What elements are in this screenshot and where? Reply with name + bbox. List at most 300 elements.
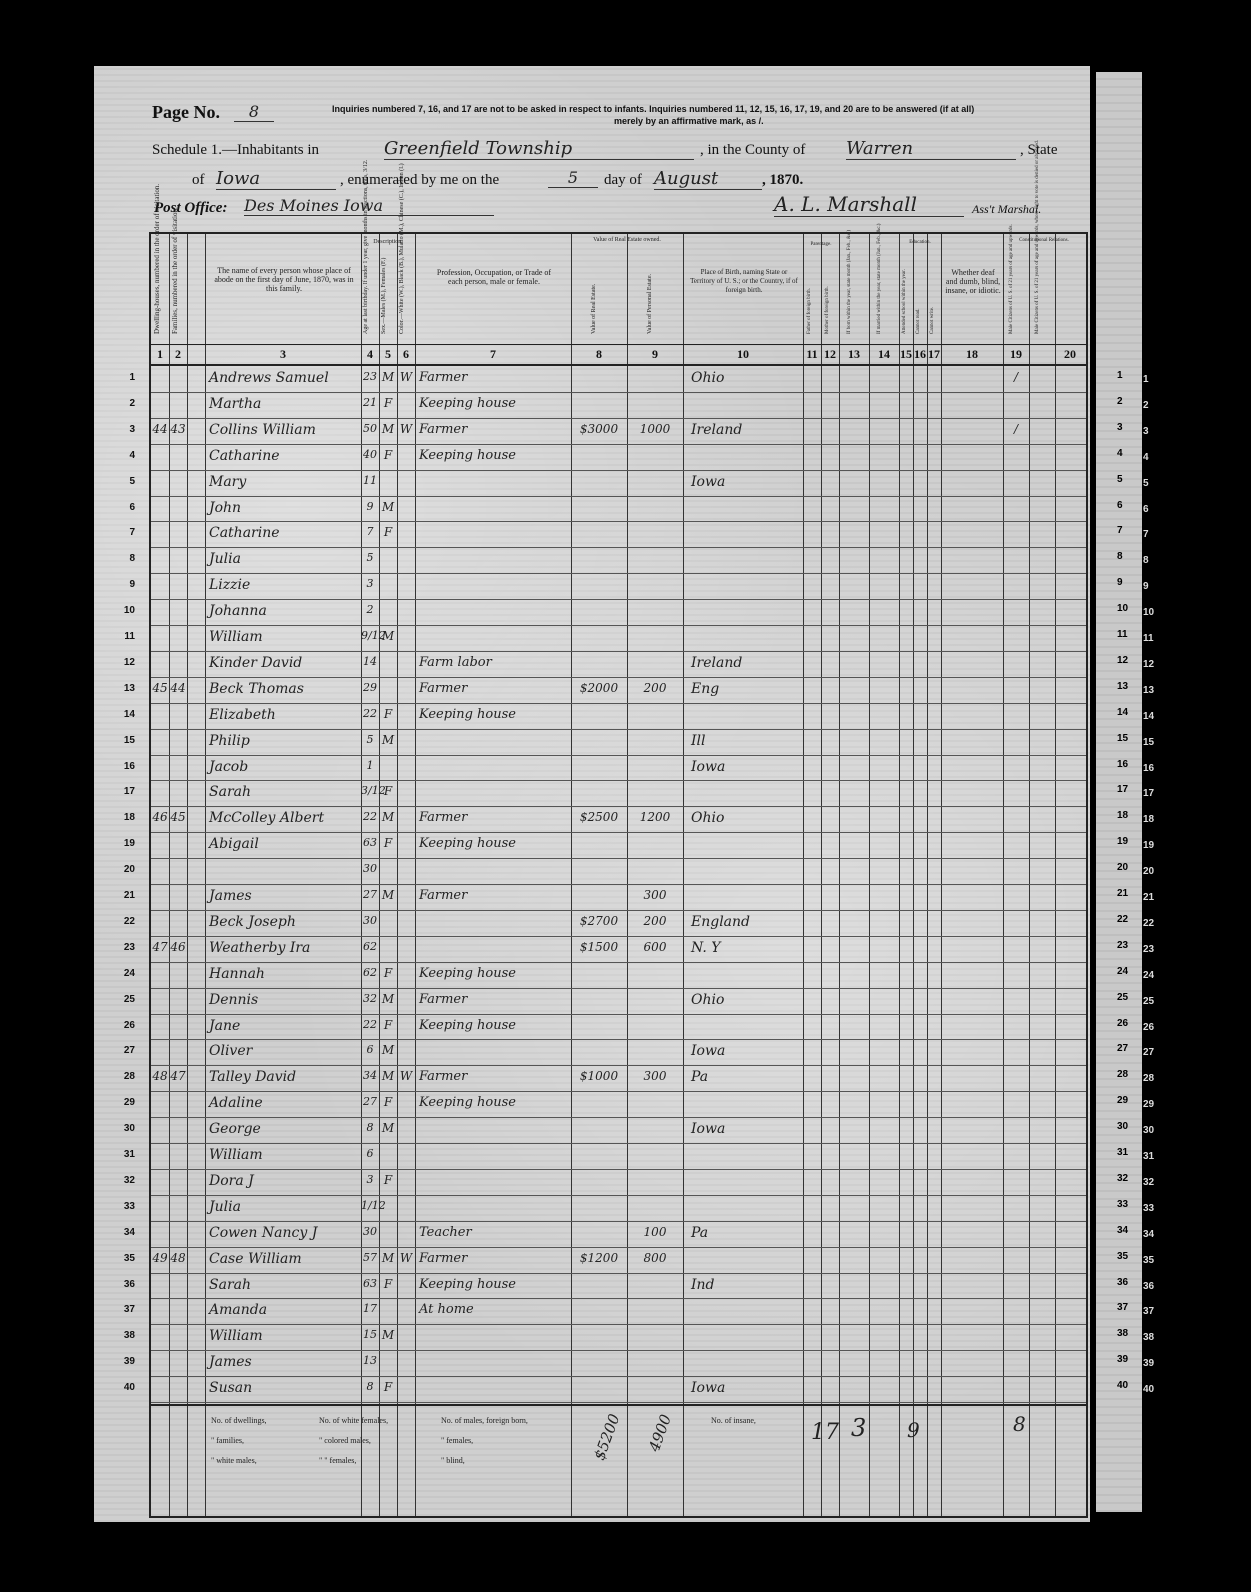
cell-age: 30 xyxy=(363,1224,377,1238)
row-rule xyxy=(151,858,1086,859)
adjacent-row-number-edge: 20 xyxy=(1143,866,1155,878)
col3-header: The name of every person whose place of abode on the first day of June, 1870, was in this family. xyxy=(214,266,354,293)
col13-header: If born within the year, state month (Jan., Feb., &c.) xyxy=(847,229,852,334)
cell-real: $2700 xyxy=(579,913,619,928)
cell-sex: M xyxy=(381,629,395,643)
cell-sex: M xyxy=(381,1121,395,1136)
cell-occ: Farmer xyxy=(419,888,468,903)
cell-name: Julia xyxy=(209,1198,241,1215)
cell-occ: Keeping house xyxy=(419,965,516,981)
cell-fam: 48 xyxy=(170,1250,186,1265)
adjacent-row-number-edge: 3 xyxy=(1143,425,1149,437)
col11-header: Father of foreign birth. xyxy=(807,288,812,334)
adjacent-row-number-edge: 10 xyxy=(1143,607,1155,619)
cell-age: 13 xyxy=(363,1354,377,1368)
cell-pers: 1000 xyxy=(639,421,671,436)
cell-dw: 47 xyxy=(152,939,168,954)
adjacent-row-number-edge: 7 xyxy=(1143,529,1149,541)
cell-sex: M xyxy=(381,1069,395,1084)
cell-age: 1 xyxy=(366,758,374,772)
row-number: 3 xyxy=(129,423,135,435)
cell-age: 32 xyxy=(363,991,377,1005)
cell-pers: 600 xyxy=(643,939,667,954)
cell-name: James xyxy=(209,888,252,904)
cell-occ: Keeping house xyxy=(419,1095,516,1111)
cell-age: 30 xyxy=(363,913,377,927)
cell-occ: Keeping house xyxy=(419,395,516,411)
row-rule xyxy=(151,1014,1086,1015)
cell-age: 62 xyxy=(363,965,377,979)
column-number: 20 xyxy=(1064,347,1076,361)
cell-age: 63 xyxy=(363,1276,377,1290)
row-number: 31 xyxy=(123,1149,135,1160)
cell-occ: Farmer xyxy=(419,680,468,696)
adjacent-row-number-edge: 38 xyxy=(1143,1332,1155,1344)
cell-birth: Iowa xyxy=(691,1121,726,1138)
cell-birth: Iowa xyxy=(691,473,726,490)
cell-birth: Ireland xyxy=(691,421,743,438)
cell-name: Susan xyxy=(209,1380,253,1397)
row-rule xyxy=(151,496,1086,497)
adjacent-row-number: 9 xyxy=(1117,577,1123,589)
adjacent-row-number-edge: 8 xyxy=(1143,555,1149,567)
col18-header: Whether deaf and dumb, blind, insane, or idiotic. xyxy=(945,268,1001,295)
adjacent-row-number: 20 xyxy=(1117,862,1129,874)
adjacent-row-number: 33 xyxy=(1117,1198,1129,1210)
adjacent-row-number: 38 xyxy=(1117,1328,1129,1340)
row-rule xyxy=(151,521,1086,522)
cell-c19: / xyxy=(1013,421,1019,436)
value-header: Value of Real Estate owned. xyxy=(593,237,661,243)
adjacent-row-number: 12 xyxy=(1117,654,1129,666)
cell-name: James xyxy=(209,1354,252,1371)
cell-age: 57 xyxy=(363,1250,377,1264)
row-number: 16 xyxy=(123,760,135,772)
cell-sex: F xyxy=(383,1095,393,1110)
year: , 1870. xyxy=(762,172,804,188)
cell-occ: Farmer xyxy=(419,1069,468,1085)
cell-fam: 47 xyxy=(170,1069,186,1084)
row-number: 27 xyxy=(123,1045,135,1057)
column-number: 12 xyxy=(824,347,836,361)
cell-name: Weatherby Ira xyxy=(209,939,311,956)
row-rule xyxy=(151,1376,1086,1377)
footer-tally-19: 8 xyxy=(1013,1412,1026,1436)
adjacent-row-number-edge: 34 xyxy=(1143,1228,1155,1240)
cell-real: $1000 xyxy=(579,1069,619,1084)
cell-sex: M xyxy=(381,810,395,825)
cell-age: 14 xyxy=(363,654,377,668)
cell-name: George xyxy=(209,1121,261,1138)
cell-name: William xyxy=(209,1328,263,1345)
column-number: 11 xyxy=(806,347,818,361)
adjacent-row-number-edge: 37 xyxy=(1143,1306,1155,1318)
row-rule xyxy=(151,1350,1086,1351)
cell-age: 8 xyxy=(366,1380,374,1394)
adjacent-row-number-edge: 26 xyxy=(1143,1021,1155,1033)
row-number: 37 xyxy=(123,1304,135,1316)
row-rule xyxy=(151,1195,1086,1196)
adjacent-row-number: 13 xyxy=(1117,680,1129,692)
cell-sex: F xyxy=(383,1172,393,1187)
footer-total-real: $5200 xyxy=(590,1411,624,1463)
footer-white-males: " white males, xyxy=(211,1456,257,1465)
footer-tally-15: 9 xyxy=(907,1418,920,1442)
marshal-signature: A. L. Marshall xyxy=(774,192,964,217)
row-number: 34 xyxy=(123,1226,135,1238)
adjacent-row-number-edge: 18 xyxy=(1143,814,1155,826)
row-number: 7 xyxy=(129,527,135,539)
page-label: Page No. xyxy=(152,102,220,122)
col10-header: Place of Birth, naming State or Territory of U. S.; or the Country, if of foreign birth. xyxy=(690,268,798,294)
row-number: 28 xyxy=(123,1071,135,1083)
adjacent-row-number: 32 xyxy=(1117,1172,1129,1184)
cell-sex: F xyxy=(383,447,393,462)
cell-age: 9/12 xyxy=(361,629,386,642)
census-sheet xyxy=(94,66,1090,1522)
cell-sex: M xyxy=(381,1328,395,1343)
adjacent-row-number: 36 xyxy=(1117,1276,1129,1288)
adjacent-row-number-edge: 32 xyxy=(1143,1176,1155,1188)
row-number: 9 xyxy=(129,579,135,591)
adjacent-row-number-edge: 29 xyxy=(1143,1099,1155,1111)
cell-c19: / xyxy=(1013,370,1019,384)
cell-name: Abigail xyxy=(209,836,259,853)
row-number: 12 xyxy=(123,656,135,668)
cell-age: 62 xyxy=(363,939,377,953)
row-number: 24 xyxy=(123,967,135,979)
cell-name: Andrews Samuel xyxy=(209,370,329,386)
cell-name: Collins William xyxy=(209,421,316,438)
adjacent-row-number: 26 xyxy=(1117,1017,1129,1029)
row-number: 22 xyxy=(123,915,135,927)
parentage-header: Parentage. xyxy=(810,242,832,247)
row-rule xyxy=(151,1091,1086,1092)
cell-pers: 300 xyxy=(643,1069,667,1084)
row-number: 21 xyxy=(123,890,135,901)
col6-header: Color.—White (W.), Black (B.), Mulatto (M.), Chinese (C.), Indian (I.) xyxy=(399,163,405,334)
adjacent-row-number: 39 xyxy=(1117,1354,1129,1366)
adjacent-row-number: 19 xyxy=(1117,836,1129,848)
column-number: 14 xyxy=(878,347,890,361)
adjacent-row-number-edge: 36 xyxy=(1143,1280,1155,1292)
row-rule xyxy=(151,573,1086,574)
cell-occ: Farmer xyxy=(419,810,468,826)
row-rule xyxy=(151,703,1086,704)
cell-name: McColley Albert xyxy=(209,810,325,827)
page-number: 8 xyxy=(234,102,274,122)
column-number: 19 xyxy=(1010,347,1022,361)
adjacent-row-number-edge: 12 xyxy=(1143,658,1155,670)
row-rule xyxy=(151,547,1086,548)
cell-age: 50 xyxy=(363,421,377,435)
cell-birth: Pa xyxy=(691,1224,709,1241)
cell-occ: Keeping house xyxy=(419,1017,516,1033)
footer-foreign-females: " females, xyxy=(441,1436,474,1445)
cell-sex: M xyxy=(381,991,395,1006)
column-number: 18 xyxy=(966,347,978,361)
row-rule xyxy=(151,806,1086,807)
cell-age: 8 xyxy=(366,1121,374,1135)
adjacent-row-number-edge: 19 xyxy=(1143,840,1155,852)
cell-name: Talley David xyxy=(209,1069,297,1086)
adjacent-row-number-edge: 21 xyxy=(1143,892,1155,903)
cell-name: Elizabeth xyxy=(209,706,276,723)
adjacent-row-number-edge: 4 xyxy=(1143,451,1149,463)
cell-pers: 1200 xyxy=(639,810,671,825)
of-label: of xyxy=(192,172,205,188)
cell-color: W xyxy=(399,1069,413,1084)
row-rule xyxy=(151,651,1086,652)
footer-families: " families, xyxy=(211,1436,245,1445)
cell-name: Lizzie xyxy=(209,577,251,594)
column-number: 15 xyxy=(900,347,912,361)
cell-age: 6 xyxy=(366,1147,374,1160)
cell-name: Catharine xyxy=(209,525,280,542)
cell-fam: 44 xyxy=(170,680,186,695)
cell-name: Dora J xyxy=(209,1172,254,1189)
cell-age: 2 xyxy=(366,603,374,617)
adjacent-row-number-edge: 27 xyxy=(1143,1047,1155,1059)
cell-occ: Farmer xyxy=(419,421,468,437)
cell-name: Amanda xyxy=(209,1302,268,1319)
cell-occ: At home xyxy=(419,1302,474,1318)
cell-dw: 48 xyxy=(152,1069,168,1084)
cell-sex: F xyxy=(383,1276,393,1291)
county: Warren xyxy=(846,138,1016,160)
cell-age: 5 xyxy=(366,551,374,565)
col12-header: Mother of foreign birth. xyxy=(825,286,830,334)
schedule-label: Schedule 1.—Inhabitants in xyxy=(152,142,320,158)
adjacent-row-number-edge: 39 xyxy=(1143,1358,1155,1370)
cell-name: Julia xyxy=(209,551,241,568)
day-of-label: day of xyxy=(604,172,642,188)
cell-name: William xyxy=(209,1147,263,1163)
row-number: 2 xyxy=(129,397,135,409)
col17-header: Cannot write. xyxy=(930,306,935,334)
col1-header: Dwelling-houses, numbered in the order of visitation. xyxy=(153,183,161,334)
cell-name: Adaline xyxy=(209,1095,263,1112)
cell-age: 27 xyxy=(363,888,377,901)
row-rule xyxy=(151,936,1086,937)
adjacent-row-number-edge: 22 xyxy=(1143,917,1155,929)
cell-occ: Teacher xyxy=(419,1224,472,1240)
cell-name: Hannah xyxy=(209,965,265,982)
col5-header: Sex.—Males (M.), Females (F.) xyxy=(381,257,387,334)
column-number: 10 xyxy=(737,347,749,361)
cell-occ: Keeping house xyxy=(419,836,516,852)
cell-name: Dennis xyxy=(209,991,259,1008)
adjacent-row-number: 40 xyxy=(1117,1380,1129,1392)
row-rule xyxy=(151,1221,1086,1222)
row-number: 26 xyxy=(123,1019,135,1031)
cell-sex: M xyxy=(381,1250,395,1265)
adjacent-row-number-edge: 40 xyxy=(1143,1384,1155,1396)
cell-birth: Ohio xyxy=(691,991,725,1008)
row-rule xyxy=(151,780,1086,781)
cell-birth: Iowa xyxy=(691,1043,726,1060)
adjacent-row-number-edge: 13 xyxy=(1143,684,1155,696)
adjacent-row-number: 37 xyxy=(1117,1302,1129,1314)
adjacent-row-number-edge: 2 xyxy=(1143,399,1149,411)
state-label: , State xyxy=(1020,142,1058,158)
cell-age: 17 xyxy=(363,1302,377,1316)
adjacent-row-number: 15 xyxy=(1117,732,1129,744)
cell-name: Beck Thomas xyxy=(209,680,304,697)
row-rule xyxy=(151,418,1086,419)
township: Greenfield Township xyxy=(384,138,694,160)
adjacent-row-number-edge: 25 xyxy=(1143,995,1155,1007)
footer-foreign-born: No. of males, foreign born, xyxy=(441,1416,528,1425)
adjacent-row-number: 29 xyxy=(1117,1095,1129,1107)
column-number: 8 xyxy=(596,347,602,361)
cell-name: Jane xyxy=(209,1017,241,1034)
row-number: 38 xyxy=(123,1330,135,1342)
cell-age: 9 xyxy=(366,499,374,513)
cell-age: 15 xyxy=(363,1328,377,1342)
cell-occ: Keeping house xyxy=(419,447,516,463)
row-number: 10 xyxy=(123,605,135,617)
cell-name: Philip xyxy=(209,732,250,749)
row-number: 20 xyxy=(123,864,135,876)
adjacent-row-number: 27 xyxy=(1117,1043,1129,1055)
cell-age: 22 xyxy=(363,1017,377,1031)
adjacent-row-number-edge: 6 xyxy=(1143,503,1149,515)
footer-colored-males: " colored males, xyxy=(319,1436,371,1445)
post-office: Des Moines Iowa xyxy=(244,196,494,216)
row-rule xyxy=(151,625,1086,626)
column-number: 7 xyxy=(490,347,496,361)
month: August xyxy=(654,168,762,190)
adjacent-row-number: 17 xyxy=(1117,784,1129,796)
cell-sex: F xyxy=(383,836,393,851)
cell-occ: Farmer xyxy=(419,991,468,1007)
row-rule xyxy=(151,1117,1086,1118)
cell-pers: 300 xyxy=(643,888,667,902)
row-number: 25 xyxy=(123,993,135,1005)
cell-real: $1500 xyxy=(579,939,619,954)
adjacent-row-number-edge: 24 xyxy=(1143,969,1155,981)
adjacent-row-number-edge: 17 xyxy=(1143,788,1155,800)
row-number: 32 xyxy=(123,1174,135,1186)
adjacent-row-number-edge: 9 xyxy=(1143,581,1149,593)
cell-occ: Farmer xyxy=(419,370,468,385)
cell-age: 1/12 xyxy=(361,1198,386,1212)
cell-name: Case William xyxy=(209,1250,302,1267)
col2-header: Families, numbered in the order of visitation. xyxy=(171,207,179,334)
column-number: 13 xyxy=(848,347,860,361)
col14-header: If married within the year, state month (Jan., Feb., &c.) xyxy=(877,223,882,334)
row-rule xyxy=(151,884,1086,885)
cell-dw: 49 xyxy=(152,1250,168,1265)
cell-dw: 44 xyxy=(152,421,168,436)
cell-sex: M xyxy=(381,888,395,902)
cell-name: Johanna xyxy=(209,603,267,620)
day: 5 xyxy=(548,168,598,188)
col7-header: Profession, Occupation, or Trade of each person, male or female. xyxy=(436,268,552,286)
adjacent-row-number-edge: 30 xyxy=(1143,1125,1155,1137)
cell-age: 5 xyxy=(366,732,374,746)
adjacent-row-number-edge: 5 xyxy=(1143,477,1149,489)
adjacent-row-number: 11 xyxy=(1117,629,1128,640)
cell-birth: Ill xyxy=(691,732,706,749)
adjacent-row-number: 3 xyxy=(1117,421,1123,433)
adjacent-row-number: 34 xyxy=(1117,1224,1129,1236)
description-header: Description. xyxy=(373,239,403,245)
row-rule xyxy=(151,599,1086,600)
cell-age: 34 xyxy=(363,1069,377,1083)
constitutional-header: Constitutional Relations. xyxy=(1019,238,1069,243)
adjacent-row-number-edge: 14 xyxy=(1143,710,1155,722)
adjacent-row-number: 23 xyxy=(1117,939,1129,951)
adjacent-row-number-edge: 23 xyxy=(1143,943,1155,955)
adjacent-row-number: 14 xyxy=(1117,706,1129,718)
row-rule xyxy=(151,1039,1086,1040)
adjacent-row-number: 4 xyxy=(1117,447,1123,459)
row-rule xyxy=(151,1065,1086,1066)
marshal-label: Ass't Marshal. xyxy=(972,202,1042,216)
row-number: 5 xyxy=(129,475,135,487)
cell-dw: 45 xyxy=(152,680,168,695)
enumerated-label: , enumerated by me on the xyxy=(340,172,500,188)
instructions-line2: merely by an affirmative mark, as /. xyxy=(614,116,764,126)
row-number: 19 xyxy=(123,838,135,850)
cell-real: $3000 xyxy=(579,421,619,436)
row-rule xyxy=(151,1324,1086,1325)
adjacent-row-number: 21 xyxy=(1117,888,1129,899)
cell-sex: F xyxy=(383,706,393,721)
education-header: Education. xyxy=(909,240,931,245)
row-number: 29 xyxy=(123,1097,135,1109)
cell-birth: Ind xyxy=(691,1276,715,1293)
cell-name: Cowen Nancy J xyxy=(209,1224,318,1241)
cell-age: 22 xyxy=(363,810,377,824)
row-rule xyxy=(151,832,1086,833)
footer-tally-13: 3 xyxy=(851,1414,867,1442)
cell-age: 6 xyxy=(366,1043,374,1057)
footer-total-personal: 4900 xyxy=(645,1411,676,1455)
cell-fam: 43 xyxy=(170,421,186,436)
adjacent-row-number: 2 xyxy=(1117,395,1123,407)
cell-birth: Eng xyxy=(691,680,720,697)
cell-age: 29 xyxy=(363,680,377,694)
cell-sex: M xyxy=(381,370,395,384)
cell-sex: F xyxy=(383,784,393,799)
row-number: 11 xyxy=(124,631,135,642)
row-rule xyxy=(151,1402,1086,1403)
cell-sex: M xyxy=(381,421,395,436)
adjacent-row-number: 18 xyxy=(1117,810,1129,822)
cell-name: Kinder David xyxy=(209,654,303,671)
county-label: , in the County of xyxy=(700,142,806,158)
row-number: 35 xyxy=(123,1252,135,1264)
row-number: 39 xyxy=(123,1356,135,1368)
row-rule xyxy=(151,1273,1086,1274)
cell-age: 11 xyxy=(363,473,377,487)
cell-fam: 46 xyxy=(170,939,186,954)
row-number: 6 xyxy=(129,501,135,513)
cell-pers: 200 xyxy=(643,680,667,695)
row-number: 8 xyxy=(129,553,135,565)
row-number: 30 xyxy=(123,1123,135,1135)
row-number: 1 xyxy=(129,372,135,383)
cell-age: 7 xyxy=(366,525,374,539)
cell-age: 27 xyxy=(363,1095,377,1109)
cell-pers: 100 xyxy=(643,1224,667,1239)
cell-occ: Farmer xyxy=(419,1250,468,1266)
cell-birth: Ohio xyxy=(691,810,725,827)
adjacent-row-number: 35 xyxy=(1117,1250,1129,1262)
